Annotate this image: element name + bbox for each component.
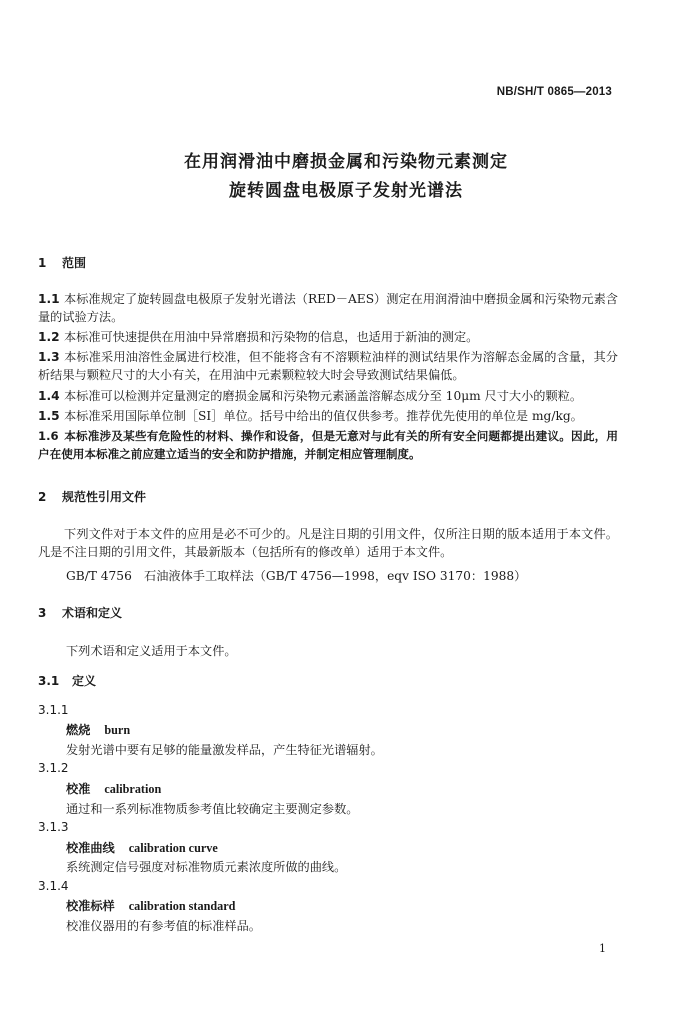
term-zh: 校准 bbox=[66, 782, 91, 796]
clause-number: 1.4 bbox=[38, 389, 60, 403]
section-number: 3 bbox=[38, 606, 47, 620]
term-zh: 校准标样 bbox=[66, 899, 115, 913]
clause-text: 本标准可以检测并定量测定的磨损金属和污染物元素涵盖溶解态成分至 10μm 尺寸大小的颗粒。 bbox=[64, 389, 583, 403]
term-definition: 校准仪器用的有参考值的标准样品。 bbox=[66, 919, 261, 933]
term-zh: 校准曲线 bbox=[66, 841, 115, 855]
term-en: calibration curve bbox=[128, 841, 218, 855]
clause-number: 1.6 bbox=[38, 429, 59, 443]
section-title: 范围 bbox=[62, 256, 87, 270]
clause-text: 本标准采用油溶性金属进行校准，但不能将含有不溶颗粒油样的测试结果作为溶解态金属的含量，其分析结果与颗粒尺寸的大小有关，在用油中元素颗粒较大时会导致测试结果偏低。 bbox=[38, 350, 618, 382]
clause-1-1 bbox=[38, 291, 618, 326]
clause-number: 1.2 bbox=[38, 330, 60, 344]
term-definition: 系统测定信号强度对标准物质元素浓度所做的曲线。 bbox=[66, 860, 347, 874]
term-entry bbox=[66, 780, 161, 797]
term-number: 3.1.1 bbox=[38, 703, 69, 717]
clause-1-3 bbox=[38, 349, 618, 384]
term-definition: 发射光谱中要有足够的能量激发样品，产生特征光谱辐射。 bbox=[66, 743, 383, 757]
term-number: 3.1.4 bbox=[38, 879, 69, 893]
term-entry bbox=[66, 897, 235, 914]
document-title-line2: 旋转圆盘电极原子发射光谱法 bbox=[229, 181, 463, 201]
section-3-intro: 下列术语和定义适用于本文件。 bbox=[66, 644, 237, 658]
clause-text: 本标准可快速提供在用油中异常磨损和污染物的信息，也适用于新油的测定。 bbox=[64, 330, 479, 344]
standard-code: NB/SH/T 0865—2013 bbox=[496, 86, 612, 98]
clause-1-5 bbox=[38, 408, 618, 426]
clause-1-6 bbox=[38, 428, 618, 463]
term-entry bbox=[66, 839, 218, 856]
clause-1-4 bbox=[38, 388, 618, 406]
page-number: 1 bbox=[599, 942, 606, 955]
clause-text: 本标准涉及某些有危险性的材料、操作和设备，但是无意对与此有关的所有安全问题都提出建议。因此，用户在使用本标准之前应建立适当的安全和防护措施，并制定相应管理制度。 bbox=[38, 429, 618, 461]
clause-number: 1.1 bbox=[38, 292, 60, 306]
term-number: 3.1.3 bbox=[38, 820, 69, 834]
section-number: 2 bbox=[38, 490, 47, 504]
term-entry bbox=[66, 721, 130, 738]
section-2-heading bbox=[38, 488, 146, 505]
term-number: 3.1.2 bbox=[38, 761, 69, 775]
section-title: 规范性引用文件 bbox=[62, 490, 147, 504]
term-en: calibration standard bbox=[128, 899, 236, 913]
subsection-number: 3.1 bbox=[38, 674, 60, 688]
normative-reference: GB/T 4756 石油液体手工取样法（GB/T 4756—1998，eqv ISO 3170：1988） bbox=[66, 569, 527, 583]
term-zh: 燃烧 bbox=[66, 723, 91, 737]
section-title: 术语和定义 bbox=[62, 606, 123, 620]
subsection-title: 定义 bbox=[72, 674, 97, 688]
term-definition: 通过和一系列标准物质参考值比较确定主要测定参数。 bbox=[66, 802, 359, 816]
section-1-heading bbox=[38, 254, 86, 271]
subsection-3-1-heading bbox=[38, 672, 96, 689]
term-en: burn bbox=[104, 723, 131, 737]
clause-text: 本标准采用国际单位制［SI］单位。括号中给出的值仅供参考。推荐优先使用的单位是 mg/kg。 bbox=[64, 409, 583, 423]
clause-1-2 bbox=[38, 329, 618, 347]
document-title-line1: 在用润滑油中磨损金属和污染物元素测定 bbox=[184, 152, 508, 172]
clause-text: 本标准规定了旋转圆盘电极原子发射光谱法（RED－AES）测定在用润滑油中磨损金属和污染物元素含量的试验方法。 bbox=[38, 292, 618, 324]
section-number: 1 bbox=[38, 256, 47, 270]
section-3-heading bbox=[38, 604, 122, 621]
clause-number: 1.3 bbox=[38, 350, 60, 364]
term-en: calibration bbox=[104, 782, 162, 796]
section-2-intro: 下列文件对于本文件的应用是必不可少的。凡是注日期的引用文件，仅所注日期的版本适用于本文件。凡是不注日期的引用文件，其最新版本（包括所有的修改单）适用于本文件。 bbox=[38, 527, 618, 559]
clause-number: 1.5 bbox=[38, 409, 60, 423]
